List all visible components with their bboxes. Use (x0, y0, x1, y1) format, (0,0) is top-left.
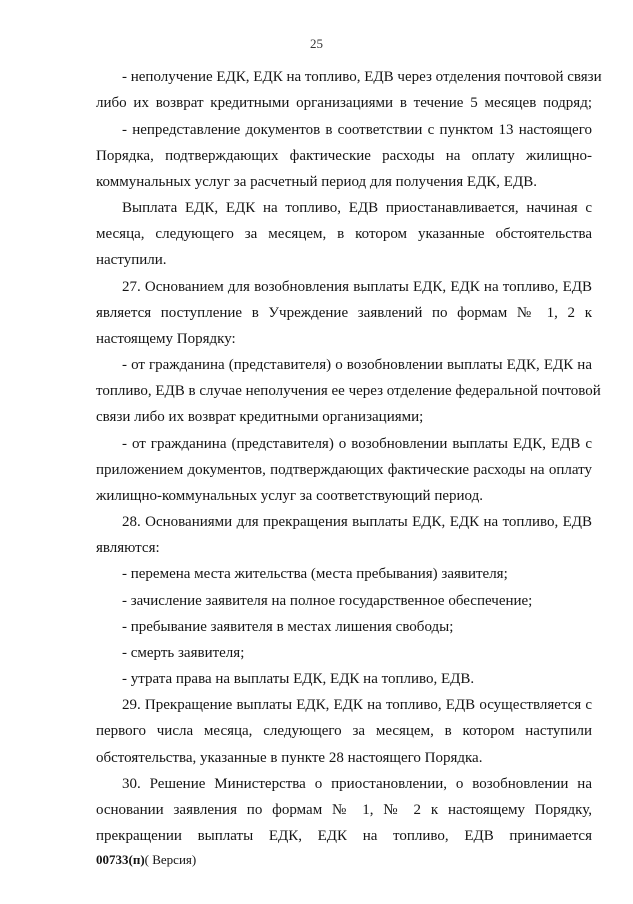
text-line: является поступление в Учреждение заявлений по формам № 1, 2 к (96, 305, 592, 321)
text-line: - от гражданина (представителя) о возобновлении выплаты ЕДК, ЕДК на (122, 357, 592, 373)
text-line: первого числа месяца, следующего за месяцем, в котором наступили (96, 723, 592, 739)
text-line: либо их возврат кредитными организациями в течение 5 месяцев подряд; (96, 95, 592, 111)
text-line: обстоятельства, указанные в пункте 28 настоящего Порядка. (96, 750, 483, 766)
list-item: - перемена места жительства (места пребывания) заявителя; (122, 566, 508, 582)
text-line: жилищно-коммунальных услуг за соответствующий период. (96, 488, 483, 504)
text-line: 28. Основаниями для прекращения выплаты ЕДК, ЕДК на топливо, ЕДВ (122, 514, 592, 530)
document-code: 00733(п) (96, 852, 145, 867)
text-line: топливо, ЕДВ в случае неполучения ее через отделение федеральной почтовой (96, 383, 601, 399)
document-version: ( Версия) (144, 852, 197, 867)
text-line: коммунальных услуг за расчетный период для получения ЕДК, ЕДВ. (96, 174, 537, 190)
list-item: - утрата права на выплаты ЕДК, ЕДК на топливо, ЕДВ. (122, 671, 475, 687)
list-item: - пребывание заявителя в местах лишения свободы; (122, 619, 454, 635)
text-line: наступили. (96, 252, 167, 268)
text-line: 30. Решение Министерства о приостановлении, о возобновлении на (122, 776, 592, 792)
text-line: являются: (96, 540, 160, 556)
text-line: Выплата ЕДК, ЕДК на топливо, ЕДВ приостанавливается, начиная с (122, 200, 592, 216)
text-line: 29. Прекращение выплаты ЕДК, ЕДК на топливо, ЕДВ осуществляется с (122, 697, 592, 713)
text-line: прекращении выплаты ЕДК, ЕДК на топливо, ЕДВ принимается (96, 828, 592, 844)
text-line: связи либо их возврат кредитными организациями; (96, 409, 424, 425)
text-line: Порядка, подтверждающих фактические расходы на оплату жилищно- (96, 148, 592, 164)
document-footer (96, 852, 196, 868)
text-line: - от гражданина (представителя) о возобновлении выплаты ЕДК, ЕДВ с (122, 436, 592, 452)
list-item: - смерть заявителя; (122, 645, 245, 661)
text-line: - неполучение ЕДК, ЕДК на топливо, ЕДВ через отделения почтовой связи (122, 69, 602, 85)
page-number: 25 (310, 36, 323, 51)
text-line: приложением документов, подтверждающих фактические расходы на оплату (96, 462, 592, 478)
text-line: 27. Основанием для возобновления выплаты ЕДК, ЕДК на топливо, ЕДВ (122, 279, 592, 295)
list-item: - зачисление заявителя на полное государственное обеспечение; (122, 593, 533, 609)
text-line: месяца, следующего за месяцем, в котором указанные обстоятельства (96, 226, 592, 242)
text-line: - непредставление документов в соответствии с пунктом 13 настоящего (122, 122, 592, 138)
text-line: настоящему Порядку: (96, 331, 236, 347)
text-line: основании заявления по формам № 1, № 2 к настоящему Порядку, (96, 802, 592, 818)
